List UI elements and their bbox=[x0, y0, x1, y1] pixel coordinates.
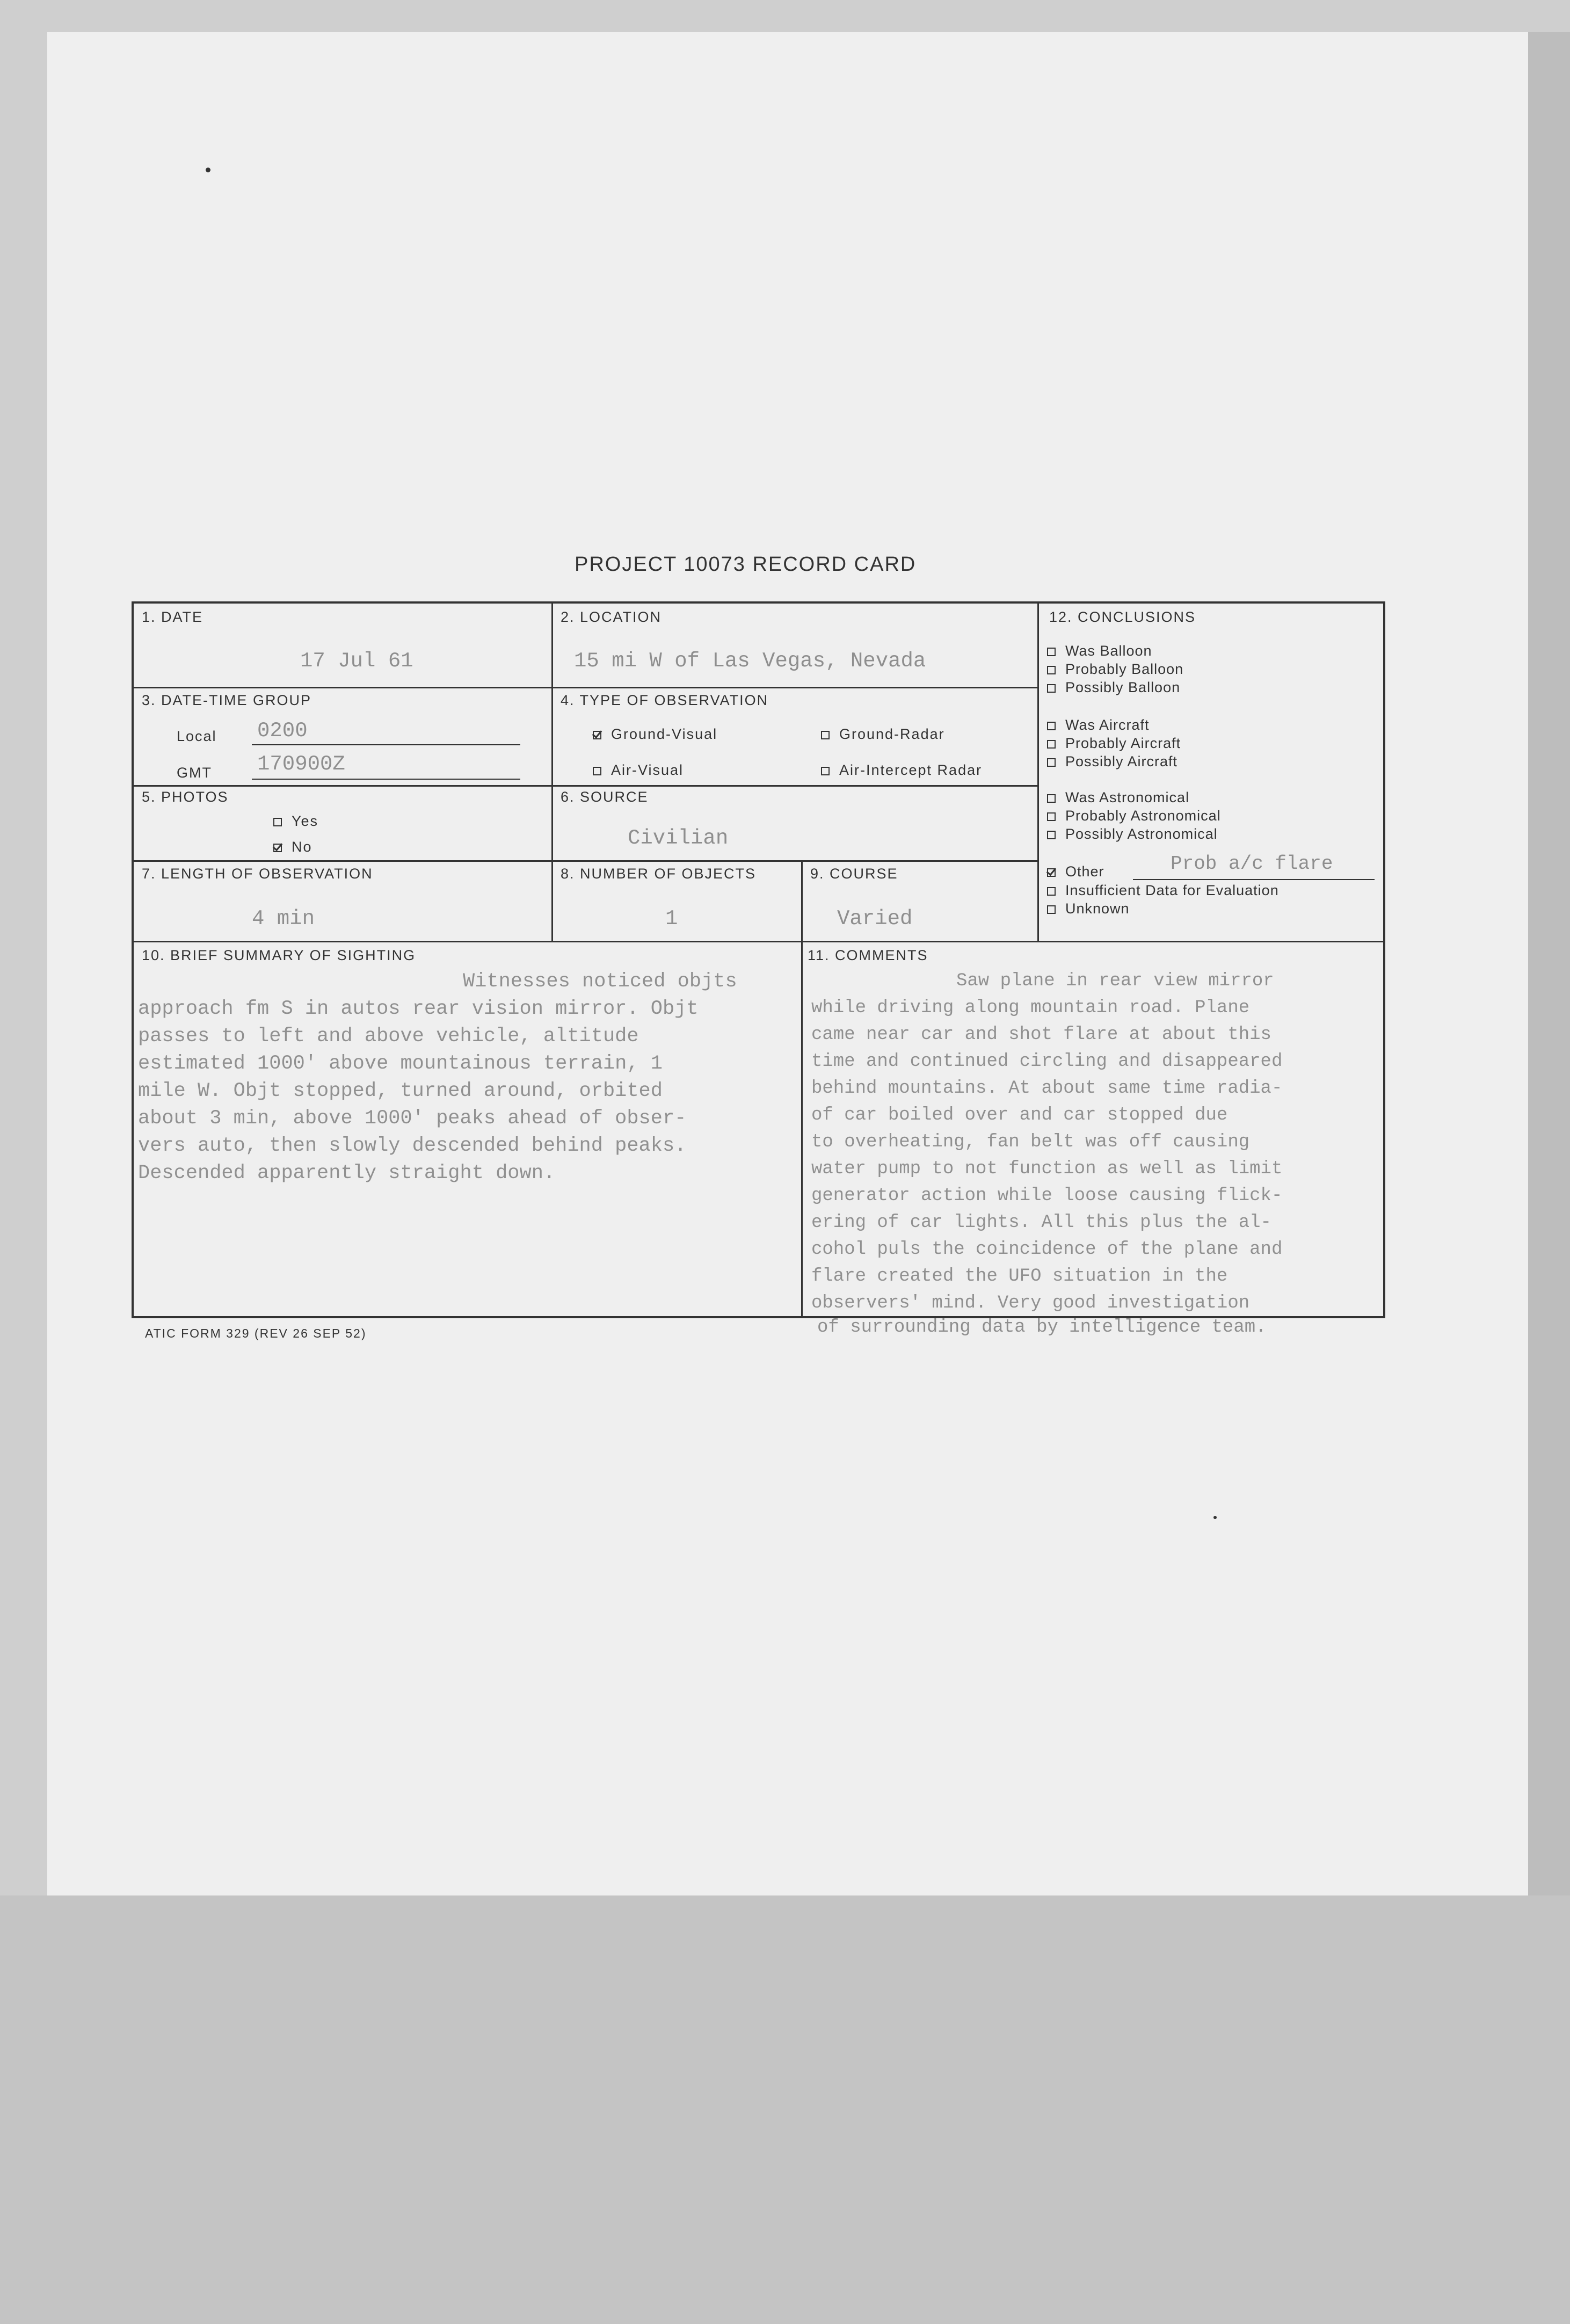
length-label: 7. LENGTH OF OBSERVATION bbox=[142, 866, 373, 882]
conclusion-possibly-aircraft bbox=[1047, 753, 1178, 770]
divider-lower bbox=[801, 941, 803, 1318]
comments-overflow-line: of surrounding data by intelligence team. bbox=[817, 1317, 1267, 1338]
conclusion-probably-aircraft bbox=[1047, 735, 1181, 752]
option-text: Was Aircraft bbox=[1065, 717, 1150, 733]
gmt-underline bbox=[252, 779, 520, 780]
record-card bbox=[132, 601, 1385, 1318]
date-time-group-label: 3. DATE-TIME GROUP bbox=[142, 692, 312, 708]
dust-speck bbox=[1213, 1516, 1217, 1519]
checkbox bbox=[1047, 740, 1056, 749]
checkbox bbox=[821, 731, 830, 739]
checkbox-checked bbox=[1047, 868, 1056, 877]
comments-line: behind mountains. At about same time radia- bbox=[811, 1078, 1283, 1099]
summary-line: estimated 1000' above mountainous terrain, 1 bbox=[138, 1052, 663, 1075]
option-text: No bbox=[292, 839, 312, 855]
checkbox bbox=[1047, 648, 1056, 656]
checkbox-checked bbox=[273, 844, 282, 852]
row-line-3 bbox=[134, 860, 1037, 862]
local-label: Local bbox=[177, 728, 217, 744]
option-text: Probably Astronomical bbox=[1065, 808, 1221, 824]
row-line-1 bbox=[134, 687, 1037, 688]
local-underline bbox=[252, 744, 520, 745]
photos-label: 5. PHOTOS bbox=[142, 789, 229, 805]
option-text: Other bbox=[1065, 863, 1104, 880]
option-text: Insufficient Data for Evaluation bbox=[1065, 882, 1279, 898]
comments-line: time and continued circling and disappeared bbox=[811, 1051, 1283, 1072]
comments-text bbox=[811, 941, 1282, 1317]
summary-line: mile W. Objt stopped, turned around, orbited bbox=[138, 1080, 663, 1102]
summary-line: approach fm S in autos rear vision mirror. Objt bbox=[138, 998, 699, 1020]
checkbox bbox=[1047, 794, 1056, 803]
photos-no bbox=[273, 839, 312, 855]
option-text: Yes bbox=[292, 813, 319, 829]
divider-col-1 bbox=[551, 604, 553, 942]
comments-line: ering of car lights. All this plus the al- bbox=[811, 1212, 1271, 1233]
option-text: Air-Visual bbox=[611, 762, 684, 778]
conclusion-other-value: Prob a/c flare bbox=[1171, 853, 1333, 875]
location-value: 15 mi W of Las Vegas, Nevada bbox=[574, 649, 926, 673]
conclusion-was-aircraft bbox=[1047, 717, 1150, 733]
comments-label: 11. COMMENTS bbox=[808, 947, 928, 963]
course-label: 9. COURSE bbox=[810, 866, 898, 882]
divider-col-3 bbox=[801, 860, 803, 941]
conclusion-possibly-astronomical bbox=[1047, 826, 1218, 843]
photos-yes bbox=[273, 813, 318, 830]
conclusion-probably-balloon bbox=[1047, 661, 1183, 678]
checkbox bbox=[1047, 831, 1056, 839]
conclusion-probably-astronomical bbox=[1047, 808, 1221, 824]
option-text: Possibly Balloon bbox=[1065, 679, 1181, 695]
date-label: 1. DATE bbox=[142, 609, 203, 625]
checkbox bbox=[1047, 887, 1056, 896]
form-footer: ATIC FORM 329 (REV 26 SEP 52) bbox=[145, 1326, 367, 1340]
form-title: PROJECT 10073 RECORD CARD bbox=[575, 553, 917, 576]
summary-line: Witnesses noticed objts bbox=[463, 970, 737, 993]
checkbox bbox=[1047, 905, 1056, 914]
source-value: Civilian bbox=[628, 826, 729, 850]
summary-line: about 3 min, above 1000' peaks ahead of obser- bbox=[138, 1107, 687, 1130]
option-air-intercept-radar bbox=[821, 762, 982, 779]
summary-line: passes to left and above vehicle, altitude bbox=[138, 1025, 639, 1048]
option-text: Ground-Radar bbox=[839, 726, 945, 742]
option-text: Air-Intercept Radar bbox=[839, 762, 983, 778]
conclusion-insufficient-data bbox=[1047, 882, 1279, 899]
option-text: Possibly Aircraft bbox=[1065, 753, 1178, 769]
type-of-observation-label: 4. TYPE OF OBSERVATION bbox=[561, 692, 769, 708]
date-value: 17 Jul 61 bbox=[300, 649, 413, 673]
other-underline bbox=[1133, 879, 1375, 880]
gmt-label: GMT bbox=[177, 765, 212, 781]
comments-line: observers' mind. Very good investigation bbox=[811, 1293, 1250, 1313]
option-text: Probably Balloon bbox=[1065, 661, 1184, 677]
comments-line: came near car and shot flare at about this bbox=[811, 1025, 1271, 1045]
conclusion-was-balloon bbox=[1047, 643, 1152, 659]
number-of-objects-value: 1 bbox=[665, 907, 678, 931]
checkbox bbox=[1047, 758, 1056, 767]
conclusion-unknown bbox=[1047, 900, 1130, 917]
length-value: 4 min bbox=[252, 907, 315, 931]
row-line-2 bbox=[134, 785, 1037, 787]
divider-col-2 bbox=[1037, 604, 1039, 942]
conclusions-label: 12. CONCLUSIONS bbox=[1049, 609, 1196, 625]
comments-line: flare created the UFO situation in the bbox=[811, 1266, 1228, 1287]
summary-label: 10. BRIEF SUMMARY OF SIGHTING bbox=[142, 947, 416, 963]
conclusion-was-astronomical bbox=[1047, 789, 1189, 806]
option-text: Ground-Visual bbox=[611, 726, 718, 742]
option-text: Probably Aircraft bbox=[1065, 735, 1181, 751]
option-text: Was Balloon bbox=[1065, 643, 1152, 659]
option-air-visual bbox=[593, 762, 684, 779]
checkbox bbox=[593, 767, 601, 775]
comments-line: water pump to not function as well as limit bbox=[811, 1159, 1283, 1179]
course-value: Varied bbox=[837, 907, 913, 931]
option-text: Was Astronomical bbox=[1065, 789, 1190, 805]
location-label: 2. LOCATION bbox=[561, 609, 662, 625]
checkbox bbox=[1047, 722, 1056, 730]
conclusion-possibly-balloon bbox=[1047, 679, 1180, 696]
conclusion-other bbox=[1047, 863, 1104, 880]
checkbox bbox=[1047, 666, 1056, 674]
comments-line: of car boiled over and car stopped due bbox=[811, 1105, 1228, 1125]
film-edge-bottom bbox=[0, 1895, 1570, 2324]
option-text: Possibly Astronomical bbox=[1065, 826, 1218, 842]
comments-line: to overheating, fan belt was off causing bbox=[811, 1132, 1250, 1152]
number-of-objects-label: 8. NUMBER OF OBJECTS bbox=[561, 866, 757, 882]
option-ground-radar bbox=[821, 726, 945, 743]
checkbox-checked bbox=[593, 731, 601, 739]
comments-line: cohol puls the coincidence of the plane and bbox=[811, 1239, 1283, 1260]
checkbox bbox=[1047, 812, 1056, 821]
summary-line: Descended apparently straight down. bbox=[138, 1162, 556, 1185]
checkbox bbox=[821, 767, 830, 775]
summary-text bbox=[138, 941, 737, 1187]
source-label: 6. SOURCE bbox=[561, 789, 649, 805]
option-text: Unknown bbox=[1065, 900, 1130, 917]
checkbox bbox=[273, 818, 282, 826]
summary-line: vers auto, then slowly descended behind peaks. bbox=[138, 1135, 687, 1157]
local-value: 0200 bbox=[257, 719, 308, 743]
comments-line: generator action while loose causing flick- bbox=[811, 1186, 1283, 1206]
checkbox bbox=[1047, 684, 1056, 693]
gmt-value: 170900Z bbox=[257, 752, 345, 776]
dust-speck bbox=[206, 168, 210, 172]
comments-line: Saw plane in rear view mirror bbox=[956, 971, 1274, 991]
comments-line: while driving along mountain road. Plane bbox=[811, 998, 1250, 1018]
option-ground-visual bbox=[593, 726, 717, 743]
